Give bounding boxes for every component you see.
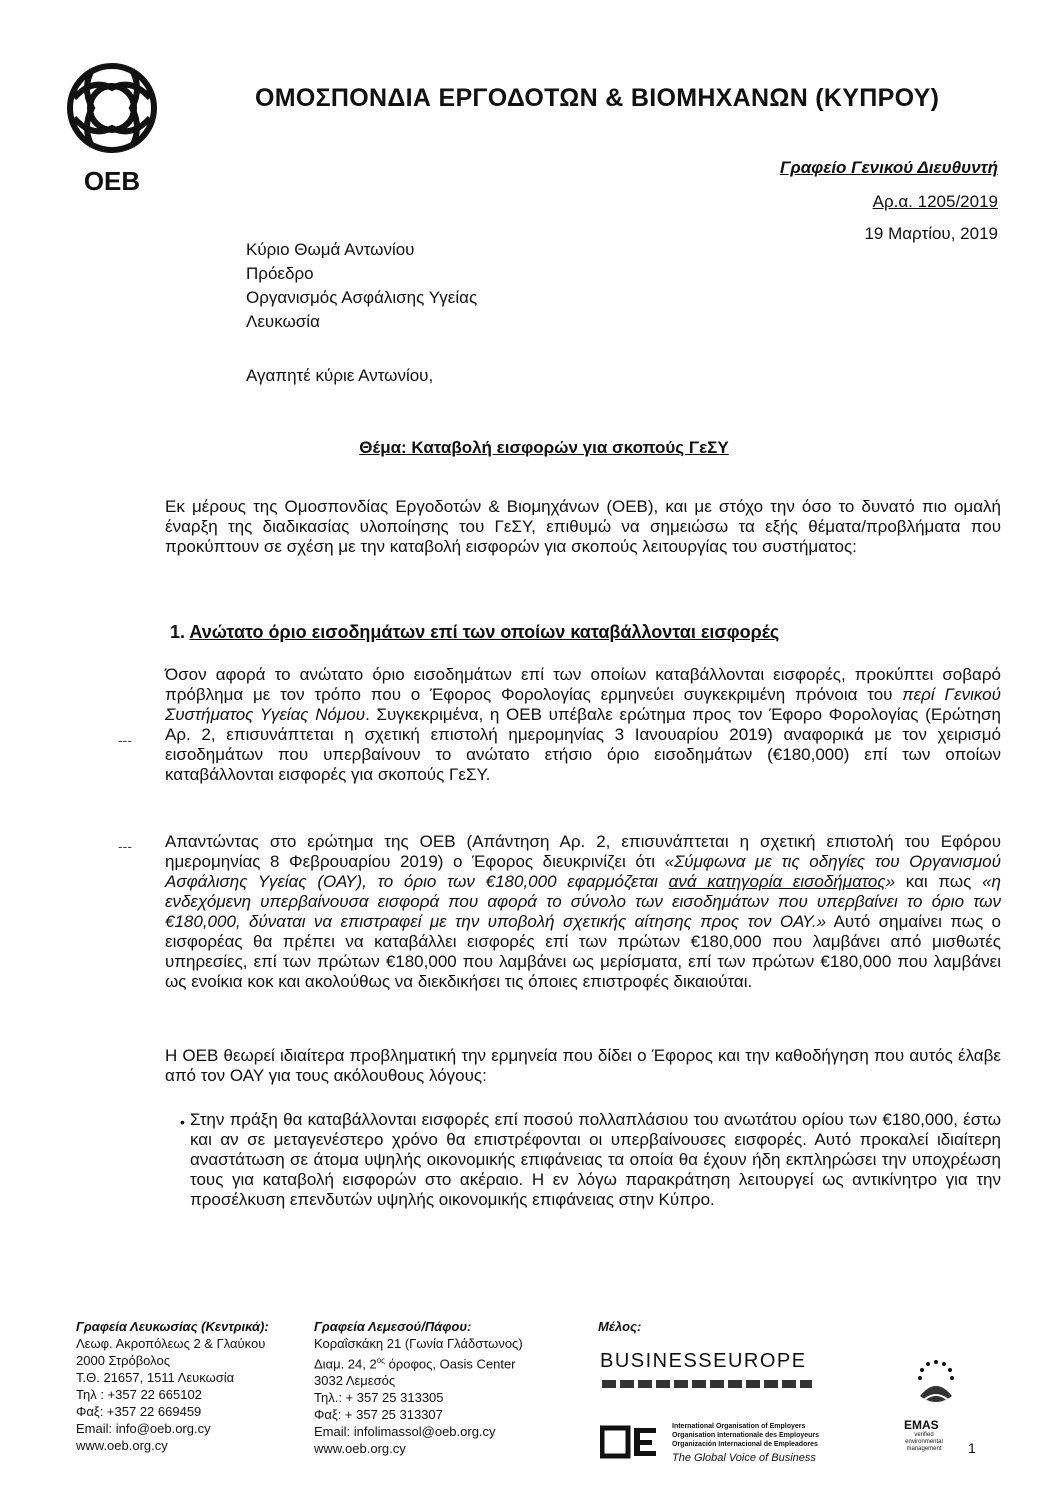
office-title: Γραφείο Γενικού Διευθυντή [780,158,998,177]
p2-quote-close: » [885,872,896,891]
p2-quote-1: «Σύμφωνα με τις οδηγίες του Οργανισμού Ασφάλισης Υγείας (ΟΑΥ), το όριο των €180,000 εφαρμόζεται [165,852,1001,891]
oeb-logo [62,58,162,196]
ioe-names [672,1422,819,1449]
limassol-phone: Τηλ.: + 357 25 313305 [314,1390,444,1406]
emas-subtext [904,1432,944,1453]
nicosia-po-box: Τ.Θ. 21657, 1511 Λευκωσία [76,1370,235,1385]
footer-nicosia-office [76,1318,269,1454]
recipient-address [246,238,477,334]
section-1-paragraph-3: Η ΟΕΒ θεωρεί ιδιαίτερα προβληματική την ερμηνεία που δίδει ο Έφορος και την καθοδήγηση που αυτός έλαβε από τον ΟΑΥ για τους ακόλουθους λόγους: [165,1046,1001,1085]
p1-law-name: περί Γενικού Συστήματος Υγείας Νόμου [165,685,1001,724]
intro-paragraph: Εκ μέρους της Ομοσπονδίας Εργοδοτών & Βιομηχάνων (ΟΕΒ), και με στόχο την όσο το δυνατό πιο ομαλή έναρξη της διαδικασίας υλοποίησης του ΓεΣΥ, επιθυμώ να σημειώσω τα εξής θέματα/προβλήματα που προκύπτουν σε σχέση με την καταβολή εισφορών για σκοπούς λειτουργίας του συστήματος: [165,497,1001,556]
ioe-tagline: The Global Voice of Business [672,1452,816,1464]
letter-date: 19 Μαρτίου, 2019 [864,224,998,243]
businesseurope-bar [602,1380,812,1388]
limassol-address-2 [314,1352,523,1372]
footer-limassol-office [314,1318,523,1457]
section-1-paragraph-2 [165,832,1001,992]
emas-label: EMAS [904,1418,939,1432]
margin-mark: --- [118,732,132,748]
nicosia-heading: Γραφεία Λευκωσίας (Κεντρικά): [76,1319,269,1334]
limassol-address-2a: Διαμ. 24, 2 [314,1356,377,1372]
p2-text-a: Απαντώντας στο ερώτημα της ΟΕΒ (Απάντηση Αρ. 2, επισυνάπτεται η σχετική επιστολή του Εφόρου ημερομηνίας 8 Φεβρουαρίου 2019) ο Έφορος διευκρινίζει ότι [165,832,1001,871]
floor-superscript: ος [376,1356,386,1365]
emas-sub-1: verified [914,1432,934,1438]
p2-quote-underlined: ανά κατηγορία εισοδήματος [668,872,886,891]
limassol-address-2b: όροφος, Oasis Center [385,1356,516,1372]
limassol-address-1: Κοραΐσκάκη 21 (Γωνία Γλάδστωνος) [314,1336,523,1351]
recipient-name: Κύριο Θωμά Αντωνίου [246,240,415,259]
p1-text-b: . Συγκεκριμένα, η ΟΕΒ υπέβαλε ερώτημα προς τον Έφορο Φορολογίας (Ερώτηση Αρ. 2, επισυνάπτεται η σχετική επιστολή ημερομηνίας 3 Ιανουαρίου 2019) αναφορικά με τον χειρισμό εισοδημάτων που υπερβαίνουν το ανώτατο ετήσιο όριο εισοδημάτων (€180,000) επί των οποίων καταβάλλονται εισφορές για σκοπούς ΓεΣΥ. [165,705,1001,784]
bullet-item-1: Στην πράξη θα καταβάλλονται εισφορές επί ποσού πολλαπλάσιου του ανωτάτου ορίου των €180,000, έστω και αν σε μεταγενέστερο χρόνο θα επιστρέφονται οι υπερβαίνουσες εισφορές. Αυτό προκαλεί ιδιαίτερη αναστάτωση σε άτομα υψηλής οικονομικής επιφάνειας τα οποία θα έχουν ήδη εκπληρώσει την υποχρέωση τους για καταβολή εισφορών στο ακέραιο. Η εν λόγω παρακράτηση λειτουργεί ως αντικίνητρο για την προσέλκυση επενδυτών υψηλής οικονομικής επιφάνειας στην Κύπρο. [190,1110,1001,1209]
section-1-title: Ανώτατο όριο εισοδημάτων επί των οποίων καταβάλλονται εισφορές [189,622,780,642]
salutation: Αγαπητέ κύριε Αντωνίου, [246,366,434,385]
ioe-logo-icon [600,1424,660,1460]
member-label: Μέλος: [598,1319,642,1334]
recipient-city: Λευκωσία [246,312,320,331]
emas-sub-2: environmental [905,1439,943,1445]
organization-name: ΟΜΟΣΠΟΝΔΙΑ ΕΡΓΟΔΟΤΩΝ & ΒΙΟΜΗΧΑΝΩΝ (ΚΥΠΡΟΥ) [255,84,940,112]
ioe-name-es: Organización Internacional de Empleadores [672,1441,818,1448]
subject-line: Θέμα: Καταβολή εισφορών για σκοπούς ΓεΣΥ [359,438,729,457]
nicosia-address-2: 2000 Στρόβολος [76,1353,170,1368]
emas-logo-icon [908,1356,964,1416]
section-1-number: 1. [170,622,186,642]
emas-sub-3: management [906,1446,942,1452]
limassol-fax: Φαξ: + 357 25 313307 [314,1407,443,1423]
section-1-heading [170,622,779,643]
oeb-logo-emblem-icon [62,58,162,163]
p2-quote-2: «η ενδεχόμενη υπερβαίνουσα εισφορά που αφορά το σύνολο των εισοδημάτων που υπερβαίνει το όριο των €180,000, δύναται να επιστραφεί με την υποβολή σχετικής αίτησης προς τον ΟΑΥ.» [165,872,1001,931]
margin-mark: --- [118,838,132,854]
recipient-organization: Οργανισμός Ασφάλισης Υγείας [246,288,478,307]
bullet-marker: • [180,1114,185,1130]
limassol-heading: Γραφεία Λεμεσού/Πάφου: [314,1319,472,1334]
ioe-name-en: International Organisation of Employers [672,1423,806,1430]
logo-text: OEB [83,166,141,196]
businesseurope-logo: BUSINESSEUROPE [600,1350,807,1372]
limassol-email: Email: infolimassol@oeb.org.cy [314,1424,496,1440]
section-1-paragraph-1 [165,665,1001,785]
nicosia-address-1: Λεωφ. Ακροπόλεως 2 & Γλαύκου [76,1336,266,1351]
limassol-website: www.oeb.org.cy [314,1441,406,1457]
nicosia-fax: Φαξ: +357 22 669459 [76,1404,202,1419]
reference-number: Αρ.α. 1205/2019 [872,192,998,211]
nicosia-website: www.oeb.org.cy [76,1438,168,1453]
p2-text-b: και πως [895,872,983,891]
page-number: 1 [968,1440,976,1456]
nicosia-phone: Τηλ : +357 22 665102 [76,1387,202,1402]
recipient-title: Πρόεδρο [246,264,314,283]
p1-text-a: Όσον αφορά το ανώτατο όριο εισοδημάτων επί των οποίων καταβάλλονται εισφορές, προκύπτει σοβαρό πρόβλημα με τον τρόπο που ο Έφορος Φορολογίας ερμηνεύει συγκεκριμένη πρόνοια του [165,665,1001,704]
p2-text-c: Αυτό σημαίνει πως ο εισφορέας θα πρέπει να καταβάλλει εισφορές επί των πρώτων €180,000 που λαμβάνει από μισθωτές υπηρεσίες, επί των πρώτων €180,000 που λαμβάνει ως μερίσματα, επί των πρώτων €180,000 που λαμβάνει ως ενοίκια κοκ και ακολούθως να διεκδικήσει τις όποιες επιστροφές δικαιούται. [165,912,1001,991]
nicosia-email: Email: info@oeb.org.cy [76,1421,211,1436]
limassol-postcode: 3032 Λεμεσός [314,1373,396,1389]
ioe-name-fr: Organisation Internationale des Employeurs [672,1432,820,1439]
